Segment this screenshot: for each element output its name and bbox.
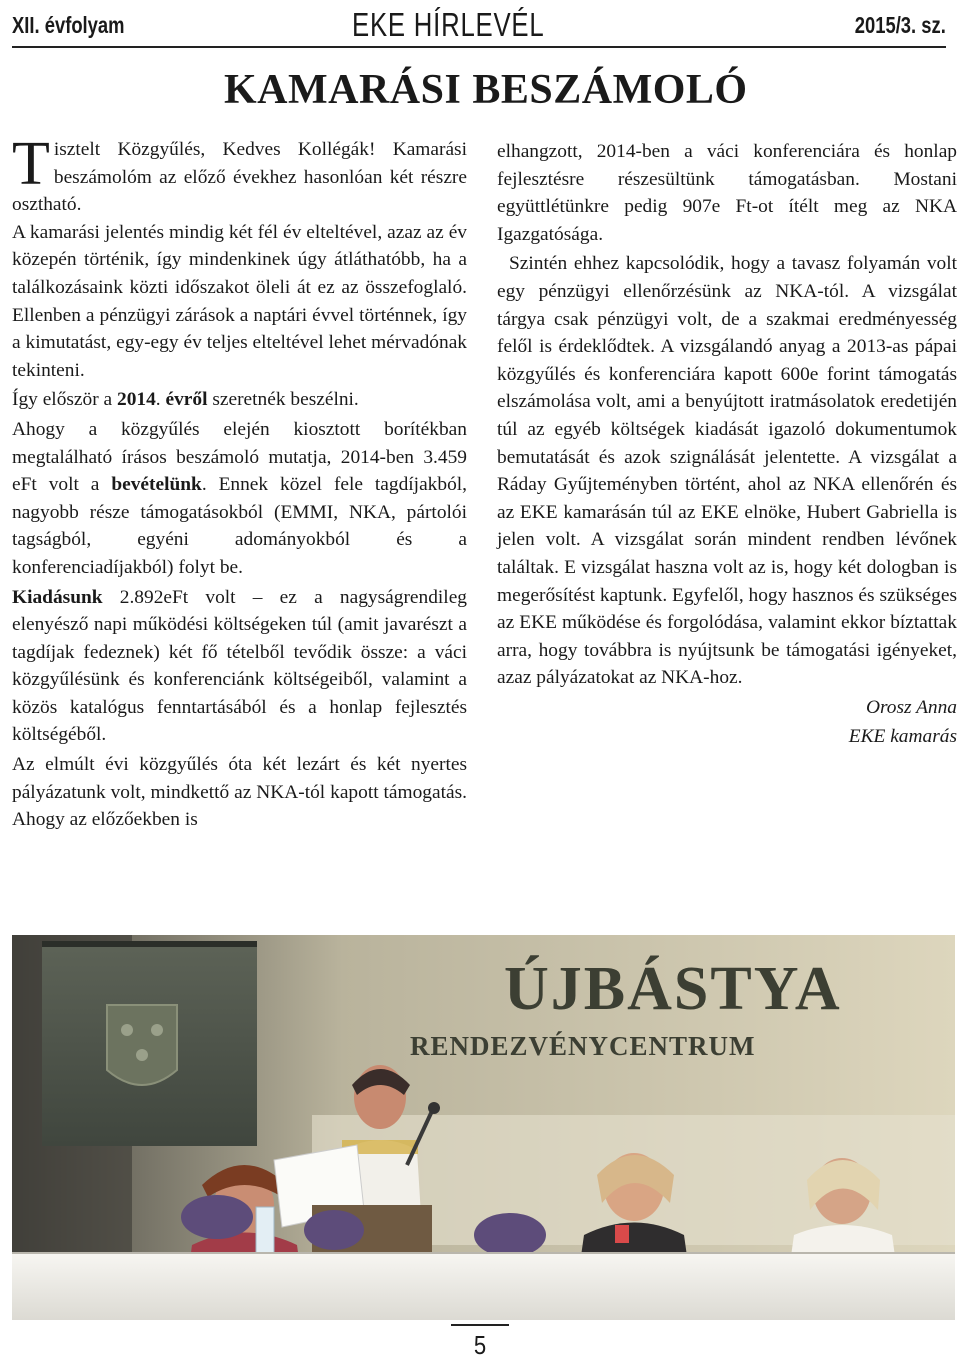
venue-sign-sub: RENDEZVÉNYCENTRUM: [410, 1031, 756, 1061]
paragraph-income: [12, 416, 467, 582]
newsletter-name: EKE HÍRLEVÉL: [352, 6, 545, 43]
page-header: [12, 6, 946, 46]
text-run: 2.892eFt volt – ez a nagyságrendileg elenyésző napi működési költségeken túl (amit javarészt a tagdíjak fedeznek) két fő tételből tevődik össze: a váci közgyűlésünk és konferenciánk költségeiből, valamint a közös katalógus fenntartásából és a honlap fejlesztés költségéből.: [12, 586, 467, 746]
article-column-left: [12, 130, 467, 836]
text-run: .: [155, 389, 166, 411]
issue-label: 2015/3. sz.: [854, 12, 946, 38]
page-footer: [451, 1320, 509, 1361]
bold-expenses: Kiadásunk: [12, 586, 103, 608]
header-rule: [12, 46, 946, 48]
text-run: Ahogy a közgyűlés elején kiosztott borítékban megtalálható írásos beszámoló mutatja, 2014-ben 3.459 eFt volt a: [12, 418, 467, 496]
paragraph-expenses: [12, 584, 467, 750]
signature-role: EKE kamarás: [848, 726, 957, 748]
photo-illustration: [12, 935, 955, 1320]
bold-year: 2014: [117, 389, 156, 411]
text-run: . Ennek közel fele tagdíjakból, nagyobb része támogatásokból (EMMI, NKA, pártolói tagságból, egyéni adományokból és a konferenciadíjakból) folyt be.: [12, 474, 467, 578]
page-number: 5: [473, 1330, 487, 1360]
text-run: szeretnék beszélni.: [207, 389, 359, 411]
paragraph-greeting: [12, 130, 467, 219]
paragraph-greeting-text: isztelt Közgyűlés, Kedves Kollégák! Kamarási beszámolóm az előző évekhez hasonlóan két részre osztható.: [12, 139, 467, 216]
paragraph-grants-continued: elhangzott, 2014-ben a váci konferenciára és honlap fejlesztésre részesültünk támogatásban. Mostani együttlétünkre pedig 907e Ft-ot ítélt meg az NKA Igazgatósága.: [497, 141, 957, 245]
text-run: Így először a: [12, 389, 117, 411]
bold-word: évről: [165, 389, 208, 411]
venue-sign-main: ÚJBÁSTYA: [504, 955, 842, 1023]
conference-table: [12, 1253, 955, 1320]
article-column-right: [497, 138, 957, 753]
bold-income: bevételünk: [111, 474, 202, 496]
article-title: KAMARÁSI BESZÁMOLÓ: [224, 67, 748, 113]
signature-name: Orosz Anna: [865, 696, 957, 718]
paragraph-report-timing: A kamarási jelentés mindig két fél év elteltével, azaz az év közepén történik, így mindenkinek úgy átláthatóbb, ha a találkozásaink közti időszakot öleli át ez az összefoglaló. Ellenben a pénzügyi zárások a naptári évvel történnek, így a kimutatást, egy-egy év teljes elteltével lehet mérvadónak tekinteni.: [12, 221, 467, 381]
drop-cap: T: [12, 130, 50, 198]
conference-photo: [12, 935, 955, 1320]
crest-icon: [107, 1005, 177, 1085]
footer-rule: [451, 1324, 509, 1326]
paragraph-grants: Az elmúlt évi közgyűlés óta két lezárt és két nyertes pályázatunk volt, mindkettő az NKA-tól kapott támogatás. Ahogy az előzőekben is: [12, 754, 467, 831]
volume-label: XII. évfolyam: [12, 12, 125, 38]
paragraph-audit: Szintén ehhez kapcsolódik, hogy a tavasz folyamán volt egy pénzügyi ellenőrzésünk az NKA-tól. A vizsgálat tárgya csak pénzügyi volt, de a szakmai eredményesség felől is érdeklődtek. A vizsgálandó anyag a 2013-as pápai közgyűlés és konferenciára kapott 600e forint támogatás elszámolása volt, ami a benyújtott iratmásolatok eredetijén túl az egyéb költségek kiadását igazoló dokumentumok bemutatását és azok szignálását jelentette. A vizsgálat a Ráday Gyűjteményben történt, ahol az NKA ellenőrén és az EKE kamarásán túl az EKE elnöke, Hubert Gabriella is jelen volt. A vizsgálat során mindent rendben lévőnek találtak. E vizsgálat haszna volt az is, hogy két dologban is megerősítést kaptunk. Egyfelől, hogy hasznos és szükséges az EKE működése és forgolódása, valamint ekkor bíztattak arra, hogy továbbra is nyújtsunk be támogatási igényeket, azaz pályázatokat az NKA-hoz.: [497, 253, 957, 689]
paragraph-year-intro: [12, 386, 467, 414]
